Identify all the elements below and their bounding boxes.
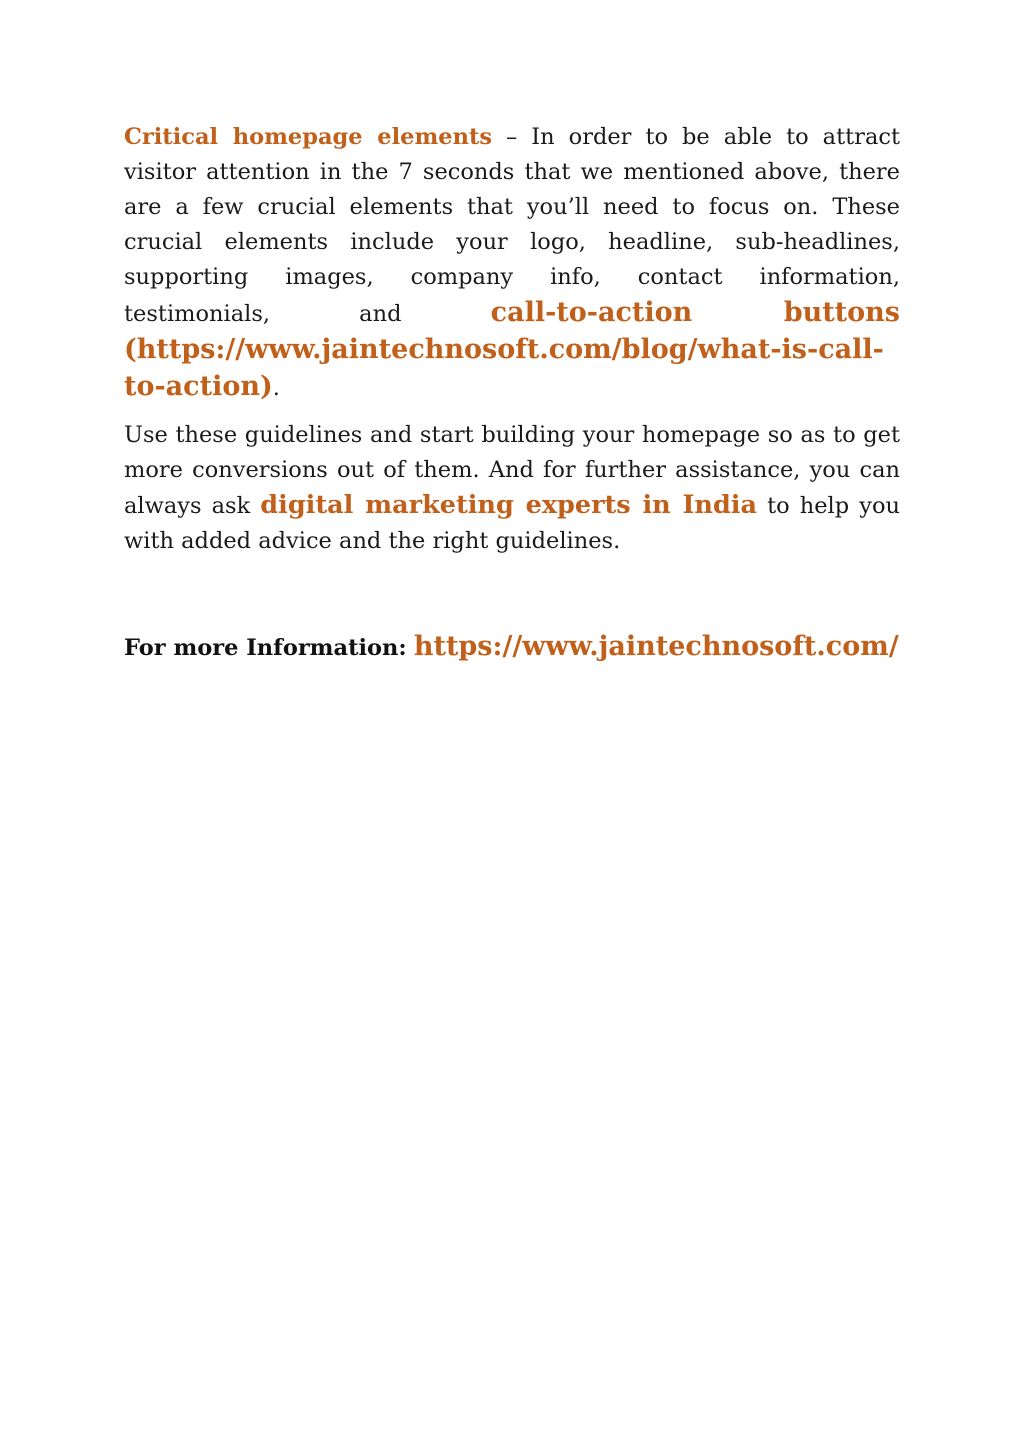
document-page — [124, 120, 900, 666]
paragraph-text: – In order to be able to attract visitor attention in the 7 seconds that we mentioned above, there are a few crucial elements that you’ll need to focus on. These crucial elements include your logo, headline, sub-headlines, supporting images, company info, contact information, testimonials, and — [124, 124, 900, 327]
paragraph-text-end: to help you with added advice and the right guidelines. — [124, 493, 900, 554]
call-to-action-link[interactable]: call-to-action buttons (https://www.jaintechnosoft.com/blog/what-is-call-to-action) — [124, 297, 900, 402]
paragraph-text-end: . — [272, 375, 280, 401]
paragraph-heading: Critical homepage elements — [124, 124, 493, 150]
more-information-line — [124, 629, 900, 666]
more-information-label: For more Information: — [124, 635, 407, 661]
digital-marketing-link[interactable]: digital marketing experts in India — [260, 490, 757, 520]
website-link[interactable]: https://www.jaintechnosoft.com/ — [413, 631, 899, 662]
paragraph-guidelines — [124, 418, 900, 559]
paragraph-text: Use these guidelines and start building your homepage so as to get more conversions out of them. And for further assistance, you can always ask — [124, 422, 900, 519]
paragraph-critical-elements — [124, 120, 900, 406]
